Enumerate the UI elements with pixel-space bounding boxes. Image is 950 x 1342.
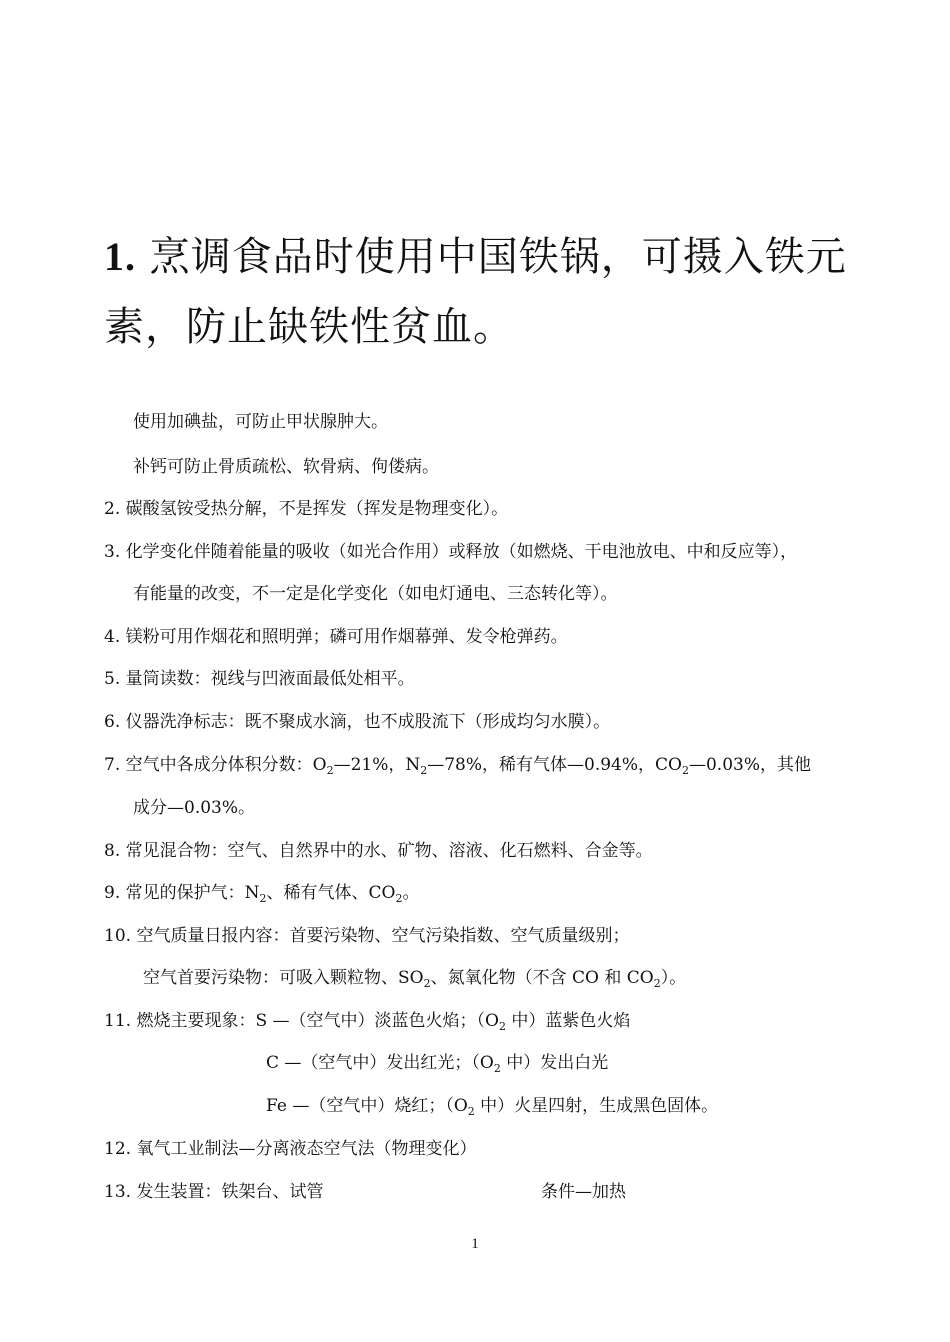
item-6: 6. 仪器洗净标志：既不聚成水滴，也不成股流下（形成均匀水膜）。: [104, 712, 611, 732]
item-7-part: 7. 空气中各成分体积分数：O: [104, 755, 327, 775]
item-7-continued: 成分—0.03%。: [133, 798, 256, 818]
item-5: 5. 量筒读数：视线与凹液面最低处相平。: [104, 669, 415, 689]
item-11-carbon: [266, 1051, 608, 1075]
item-8: 8. 常见混合物：空气、自然界中的水、矿物、溶液、化石燃料、合金等。: [104, 841, 653, 861]
item-11-part: 11. 燃烧主要现象：S —（空气中）淡蓝色火焰；（O: [104, 1011, 499, 1031]
subscript: 2: [423, 977, 431, 990]
iodized-salt-line: 使用加碘盐，可防止甲状腺肿大。: [133, 412, 388, 432]
subscript: 2: [420, 764, 428, 777]
item-7: [104, 753, 811, 777]
subscript: 2: [259, 892, 267, 905]
item-13-condition: 条件—加热: [541, 1182, 626, 1202]
subscript: 2: [681, 764, 689, 777]
item-11-part: Fe —（空气中）烧红；（O: [266, 1096, 468, 1116]
page-number: 1: [471, 1236, 479, 1252]
item-9-part: 9. 常见的保护气：N: [104, 883, 260, 903]
item-10: 10. 空气质量日报内容：首要污染物、空气污染指数、空气质量级别；: [104, 926, 630, 946]
item-11-part: 中）发出白光: [500, 1053, 609, 1073]
subscript: 2: [467, 1105, 475, 1118]
subscript: 2: [653, 977, 661, 990]
subscript: 2: [326, 764, 334, 777]
item-10-part: 、氮氧化物（不含 CO 和 CO: [430, 968, 654, 988]
item-9-part: 。: [402, 883, 420, 903]
item-3: 3. 化学变化伴随着能量的吸收（如光合作用）或释放（如燃烧、干电池放电、中和反应等），: [104, 542, 798, 562]
item-11-part: 中）蓝紫色火焰: [505, 1011, 631, 1031]
item-11-iron: [266, 1094, 718, 1118]
item-12: 12. 氧气工业制法—分离液态空气法（物理变化）: [104, 1139, 477, 1159]
subscript: 2: [395, 892, 403, 905]
item-11-part: C —（空气中）发出红光；（O: [266, 1053, 494, 1073]
item-3-continued: 有能量的改变，不一定是化学变化（如电灯通电、三态转化等）。: [133, 584, 618, 604]
item-11-part: 中）火星四射，生成黑色固体。: [474, 1096, 719, 1116]
item-7-part: —0.03%，其他: [688, 755, 811, 775]
item-7-part: —78%，稀有气体—0.94%，CO: [427, 755, 682, 775]
item-2: 2. 碳酸氢铵受热分解，不是挥发（挥发是物理变化）。: [104, 499, 509, 519]
item-4: 4. 镁粉可用作烟花和照明弹；磷可用作烟幕弹、发令枪弹药。: [104, 627, 568, 647]
item-10-part: 空气首要污染物：可吸入颗粒物、SO: [143, 968, 424, 988]
item-9-part: 、稀有气体、CO: [266, 883, 396, 903]
item-10-continued: [143, 966, 686, 990]
item-10-part: ）。: [660, 968, 687, 988]
item-9: [104, 881, 419, 905]
item-13: 13. 发生装置：铁架台、试管: [104, 1182, 324, 1202]
item-7-part: —21%，N: [333, 755, 421, 775]
subscript: 2: [493, 1062, 501, 1075]
calcium-line: 补钙可防止骨质疏松、软骨病、佝偻病。: [133, 457, 439, 477]
item-1-text: 烹调食品时使用中国铁锅，可摄入铁元素，防止缺铁性贫血。: [104, 234, 847, 350]
item-1-number: 1.: [104, 234, 136, 279]
item-1-heading: [104, 222, 864, 362]
subscript: 2: [498, 1020, 506, 1033]
item-11: [104, 1009, 630, 1033]
